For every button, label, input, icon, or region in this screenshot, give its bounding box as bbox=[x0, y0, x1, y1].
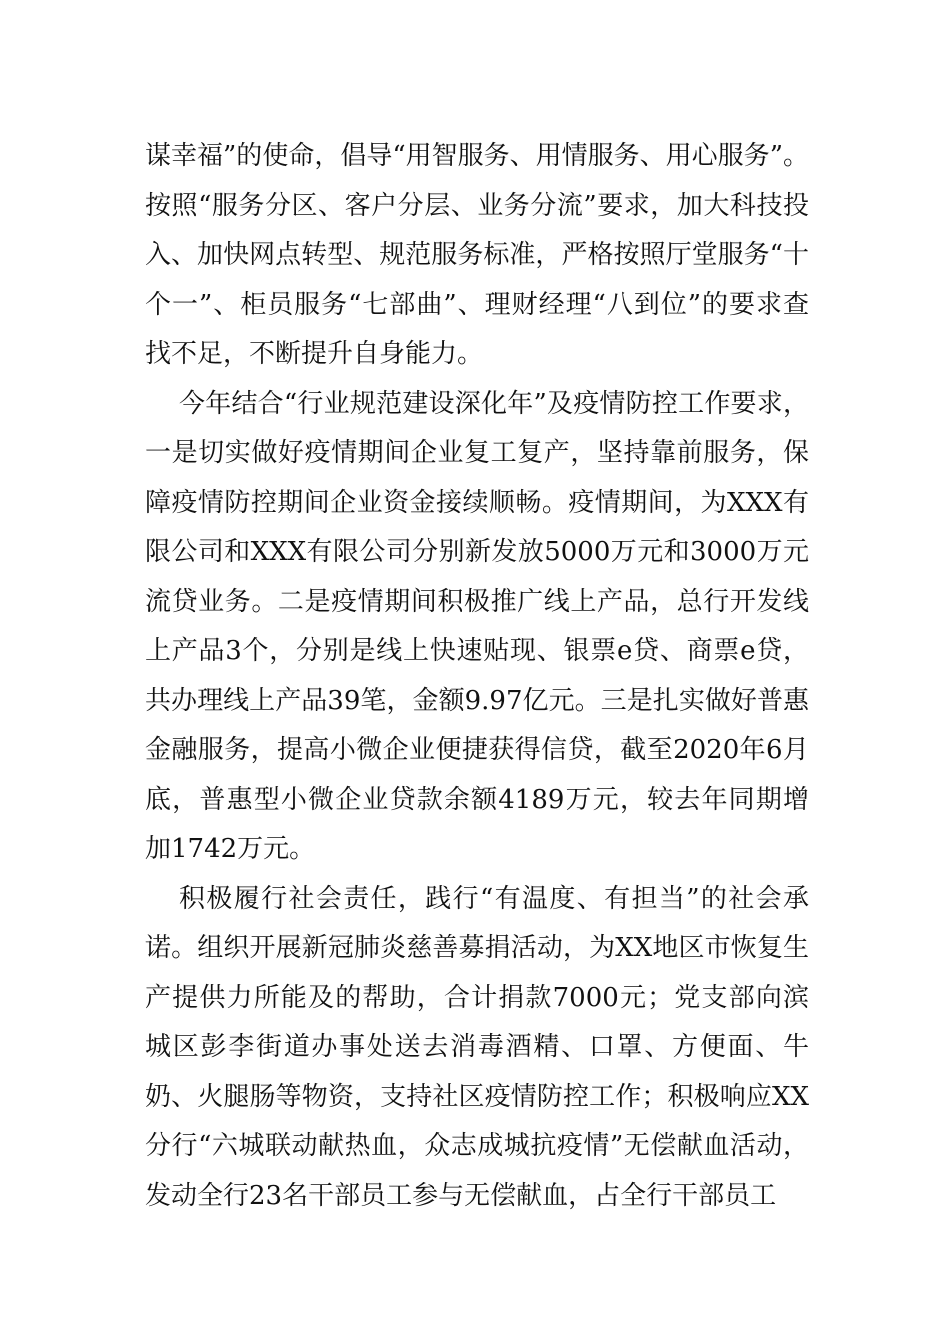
paragraph-mission-service: 谋幸福”的使命，倡导“用智服务、用情服务、用心服务”。按照“服务分区、客户分层、业务分流”要求，加大科技投入、加快网点转型、规范服务标准，严格按照厅堂服务“十个一”、柜员服务“七部曲”、理财经理“八到位”的要求查找不足，不断提升自身能力。 bbox=[145, 141, 809, 369]
document-body bbox=[145, 132, 809, 1221]
paragraph-pandemic-business-support: 今年结合“行业规范建设深化年”及疫情防控工作要求，一是切实做好疫情期间企业复工复产，坚持靠前服务，保障疫情防控期间企业资金接续顺畅。疫情期间，为XXX有限公司和XXX有限公司分别新发放5000万元和3000万元流贷业务。二是疫情期间积极推广线上产品，总行开发线上产品3个，分别是线上快速贴现、银票e贷、商票e贷，共办理线上产品39笔，金额9.97亿元。三是扎实做好普惠金融服务，提高小微企业便捷获得信贷，截至2020年6月底，普惠型小微企业贷款余额4189万元，较去年同期增加1742万元。 bbox=[145, 388, 809, 864]
paragraph-social-responsibility: 积极履行社会责任，践行“有温度、有担当”的社会承诺。组织开展新冠肺炎慈善募捐活动，为XX地区市恢复生产提供力所能及的帮助，合计捐款7000元；党支部向滨城区彭李街道办事处送去消毒酒精、口罩、方便面、牛奶、火腿肠等物资，支持社区疫情防控工作；积极响应XX分行“六城联动献热血，众志成城抗疫情”无偿献血活动，发动全行23名干部员工参与无偿献血，占全行干部员工 bbox=[145, 883, 809, 1211]
